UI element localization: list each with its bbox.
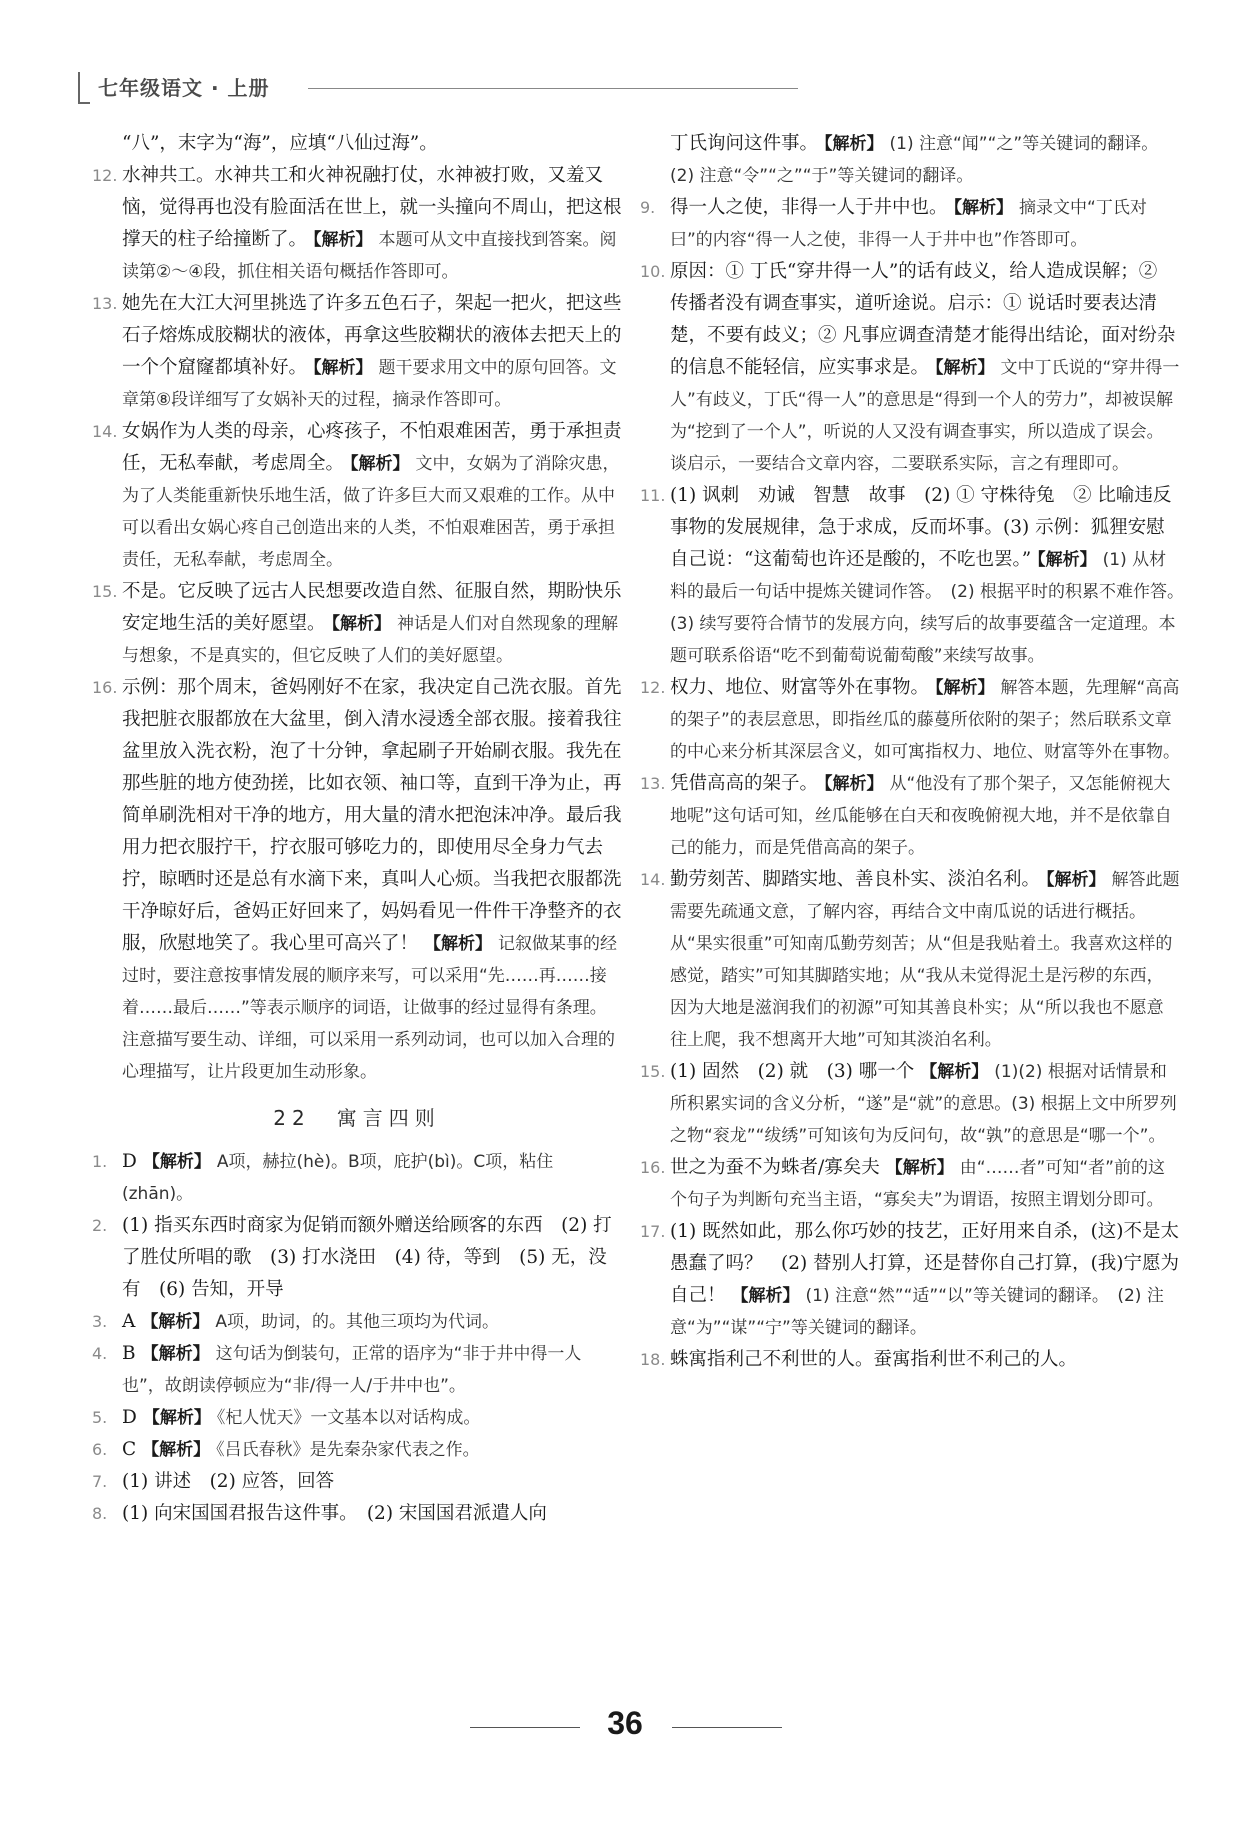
answer-item xyxy=(640,128,1180,192)
page-number: 36 xyxy=(607,1705,643,1741)
item-answer: (1) 向宋国国君报告这件事。 (2) 宋国国君派遣人向 xyxy=(122,1503,547,1524)
answer-item xyxy=(92,416,622,576)
item-explanation: 从“他没有了那个架子，又怎能俯视大地呢”这句话可知，丝瓜能够在白天和夜晚俯视大地，并不是依靠自己的能力，而是凭借高高的架子。 xyxy=(670,774,1172,858)
item-number: 13. xyxy=(640,774,666,793)
footer-right-rule xyxy=(672,1727,782,1728)
analysis-tag: 【解析】 xyxy=(424,934,493,954)
item-answer: B xyxy=(122,1343,136,1364)
item-explanation: 摘录文中“丁氏对曰”的内容“得一人之使，非得一人于井中也”作答即可。 xyxy=(670,198,1147,250)
answer-item xyxy=(640,672,1180,768)
answer-item xyxy=(640,1056,1180,1152)
item-number: 6. xyxy=(92,1440,108,1459)
answer-item xyxy=(92,1402,622,1434)
answer-item xyxy=(92,1434,622,1466)
item-answer: 权力、地位、财富等外在事物。 xyxy=(670,677,930,698)
page-footer xyxy=(0,1705,1250,1745)
answer-item xyxy=(92,672,622,1088)
item-explanation: 《吕氏春秋》是先秦杂家代表之作。 xyxy=(216,1440,480,1460)
item-number: 2. xyxy=(92,1216,108,1235)
header-title: 七年级语文 · 上册 xyxy=(98,76,270,100)
page-header xyxy=(78,72,798,104)
analysis-tag: 【解析】 xyxy=(1046,870,1106,890)
item-number: 14. xyxy=(92,422,118,441)
right-answers-group xyxy=(640,128,1193,1376)
analysis-tag: 【解析】 xyxy=(313,358,373,378)
analysis-tag: 【解析】 xyxy=(953,198,1014,218)
item-answer: (1) 讽刺 劝诫 智慧 故事 (2) ① 守株待兔 ② 比喻违反事物的发展规律，急于求成，反而坏事。(3) 示例：狐狸安慰自己说：“这葡萄也许还是酸的，不吃也罢。” xyxy=(670,485,1172,570)
answer-item xyxy=(640,480,1193,672)
answer-item xyxy=(92,1146,622,1210)
answer-item xyxy=(92,128,622,160)
answer-item xyxy=(640,1152,1180,1216)
item-answer: D xyxy=(122,1151,137,1172)
item-number: 16. xyxy=(640,1158,666,1177)
item-answer: 勤劳刻苦、脚踏实地、善良朴实、淡泊名利。 xyxy=(670,869,1041,890)
analysis-tag: 【解析】 xyxy=(141,1312,210,1332)
answer-item xyxy=(92,576,622,672)
item-number: 4. xyxy=(92,1344,108,1363)
analysis-tag: 【解析】 xyxy=(920,1062,989,1082)
item-number: 17. xyxy=(640,1222,666,1241)
item-number: 18. xyxy=(640,1350,666,1369)
item-number: 15. xyxy=(640,1062,666,1081)
item-number: 12. xyxy=(640,678,666,697)
item-answer: 示例：那个周末，爸妈刚好不在家，我决定自己洗衣服。首先我把脏衣服都放在大盆里，倒入清水浸透全部衣服。接着我往盆里放入洗衣粉，泡了十分钟，拿起刷子开始刷衣服。我先在那些脏的地方使劲搓，比如衣领、袖口等，直到干净为止，再简单刷洗相对干净的地方，用大量的清水把泡沫冲净。最后我用力把衣服拧干，拧衣服可够吃力的，即使用尽全身力气去拧，晾晒时还是总有水滴下来，真叫人心烦。当我把衣服都洗干净晾好后，爸妈正好回来了，妈妈看见一件件干净整齐的衣服，欣慰地笑了。我心里可高兴了！ xyxy=(122,677,622,954)
analysis-tag: 【解析】 xyxy=(1037,550,1097,570)
item-answer: (1) 既然如此，那么你巧妙的技艺，正好用来自杀，(这)不是太愚蠢了吗？ (2) 替别人打算，还是替你自己打算，(我)宁愿为自己！ xyxy=(670,1221,1180,1306)
item-number: 9. xyxy=(640,198,656,217)
item-number: 8. xyxy=(92,1504,108,1523)
item-number: 11. xyxy=(640,486,666,505)
item-answer: (1) 讲述 (2) 应答，回答 xyxy=(122,1471,335,1492)
analysis-tag: 【解析】 xyxy=(935,678,995,698)
analysis-tag: 【解析】 xyxy=(731,1286,800,1306)
item-answer: 她先在大江大河里挑选了许多五色石子，架起一把火，把这些石子熔炼成胶糊状的液体，再拿这些胶糊状的液体去把天上的一个个窟窿都填补好。 xyxy=(122,293,622,378)
item-explanation: 题干要求用文中的原句回答。文章第⑧段详细写了女娲补天的过程，摘录作答即可。 xyxy=(122,358,617,410)
right-column xyxy=(640,128,1193,1376)
footer-left-rule xyxy=(470,1727,580,1728)
item-explanation: 本题可从文中直接找到答案。阅读第②～④段，抓住相关语句概括作答即可。 xyxy=(122,230,617,282)
analysis-tag: 【解析】 xyxy=(141,1344,210,1364)
answer-item xyxy=(92,1306,622,1338)
item-answer: 丁氏询问这件事。 xyxy=(670,133,819,154)
answer-item xyxy=(640,1216,1180,1344)
item-explanation: (1) 从材料的最后一句话中提炼关键词作答。 (2) 根据平时的积累不难作答。 (3) 续写要符合情节的发展方向，续写后的故事要蕴含一定道理。本题可联系俗语“吃不到葡萄说葡萄酸”来续写故事。 xyxy=(670,550,1193,666)
item-explanation: (1) 注意“闻”“之”等关键词的翻译。 (2) 注意“令”“之”“于”等关键词的翻译。 xyxy=(670,134,1167,186)
item-number: 16. xyxy=(92,678,118,697)
item-explanation: 由“……者”可知“者”前的这个句子为判断句充当主语，“寡矣夫”为谓语，按照主谓划分即可。 xyxy=(670,1158,1165,1210)
item-explanation: 《杞人忧天》一文基本以对话构成。 xyxy=(216,1408,481,1428)
header-rule xyxy=(308,88,798,89)
item-number: 13. xyxy=(92,294,118,313)
answer-item xyxy=(640,192,1180,256)
answer-item xyxy=(92,288,622,416)
item-answer: 世之为蚕不为蛛者/寡矣夫 xyxy=(670,1157,880,1178)
analysis-tag: 【解析】 xyxy=(350,454,410,474)
item-explanation: 解答此题需要先疏通文意，了解内容，再结合文中南瓜说的话进行概括。从“果实很重”可知南瓜勤劳刻苦；从“但是我贴着土。我喜欢这样的感觉，踏实”可知其脚踏实地；从“我从未觉得泥土是污秽的东西，因为大地是滋润我们的初源”可知其善良朴实；从“所以我也不愿意往上爬，我不想离开大地”可知其淡泊名利。 xyxy=(670,870,1180,1050)
item-explanation: 文中，女娲为了消除灾患，为了人类能重新快乐地生活，做了许多巨大而又艰难的工作。从中可以看出女娲心疼自己创造出来的人类，不怕艰难困苦，勇于承担责任，无私奉献，考虑周全。 xyxy=(122,454,620,570)
item-explanation: 记叙做某事的经过时，要注意按事情发展的顺序来写，可以采用“先……再……接着……最后……”等表示顺序的词语，让做事的经过显得有条理。注意描写要生动、详细，可以采用一系列动词，也可以加入合理的心理描写，让片段更加生动形象。 xyxy=(122,934,618,1082)
item-number: 10. xyxy=(640,262,666,281)
item-number: 14. xyxy=(640,870,666,889)
section-title: 22 寓言四则 xyxy=(273,1106,441,1130)
item-answer: A xyxy=(122,1311,136,1332)
item-answer: D xyxy=(122,1407,137,1428)
left-answers-group-2 xyxy=(92,1146,622,1530)
analysis-tag: 【解析】 xyxy=(935,358,995,378)
analysis-tag: 【解析】 xyxy=(142,1408,211,1428)
item-explanation: A项，赫拉(hè)。B项，庇护(bì)。C项，粘住(zhān)。 xyxy=(122,1152,554,1204)
analysis-tag: 【解析】 xyxy=(885,1158,954,1178)
item-answer: (1) 指买东西时商家为促销而额外赠送给顾客的东西 (2) 打了胜仗所唱的歌 (3) 打水浇田 (4) 待，等到 (5) 无，没有 (6) 告知，开导 xyxy=(122,1215,612,1300)
item-number: 7. xyxy=(92,1472,108,1491)
item-explanation: (1) 注意“然”“适”“以”等关键词的翻译。 (2) 注意“为”“谋”“宁”等关键词的翻译。 xyxy=(670,1286,1164,1338)
item-answer: 不是。它反映了远古人民想要改造自然、征服自然，期盼快乐安定地生活的美好愿望。 xyxy=(122,581,622,634)
item-number: 1. xyxy=(92,1152,108,1171)
item-answer: C xyxy=(122,1439,137,1460)
answer-item xyxy=(92,1338,622,1402)
item-number: 12. xyxy=(92,166,118,185)
left-column xyxy=(92,128,622,1530)
header-bracket xyxy=(78,72,90,104)
item-answer: 女娲作为人类的母亲，心疼孩子，不怕艰难困苦，勇于承担责任，无私奉献，考虑周全。 xyxy=(122,421,622,474)
analysis-tag: 【解析】 xyxy=(331,614,392,634)
item-explanation: 解答本题，先理解“高高的架子”的表层意思，即指丝瓜的藤蔓所依附的架子；然后联系文章的中心来分析其深层含义，如可寓指权力、地位、财富等外在事物。 xyxy=(670,678,1180,762)
item-answer: (1) 固然 (2) 就 (3) 哪一个 xyxy=(670,1061,915,1082)
left-answers-group-1 xyxy=(92,128,622,1088)
analysis-tag: 【解析】 xyxy=(142,1152,211,1172)
item-explanation: A项，助词，的。其他三项均为代词。 xyxy=(215,1312,500,1332)
answer-item xyxy=(640,256,1180,480)
item-explanation: 这句话为倒装句，正常的语序为“非于井中得一人也”，故朗读停顿应为“非/得一人/于井中也”。 xyxy=(122,1344,582,1396)
answer-item xyxy=(92,1466,622,1498)
item-answer: 水神共工。水神共工和火神祝融打仗，水神被打败，又羞又恼，觉得再也没有脸面活在世上，就一头撞向不周山，把这根撑天的柱子给撞断了。 xyxy=(122,165,622,250)
analysis-tag: 【解析】 xyxy=(824,774,884,794)
answer-item xyxy=(92,160,622,288)
item-number: 15. xyxy=(92,582,118,601)
item-explanation: 文中丁氏说的“穿井得一人”有歧义，丁氏“得一人”的意思是“得到一个人的劳力”，却被误解为“挖到了一个人”，听说的人又没有调查事实，所以造成了误会。谈启示，一要结合文章内容，二要联系实际，言之有理即可。 xyxy=(670,358,1180,474)
answer-item xyxy=(640,864,1180,1056)
answer-item xyxy=(640,768,1180,864)
item-explanation: 神话是人们对自然现象的理解与想象，不是真实的，但它反映了人们的美好愿望。 xyxy=(122,614,619,666)
analysis-tag: 【解析】 xyxy=(313,230,373,250)
item-explanation: (1)(2) 根据对话情景和所积累实词的含义分析，“遂”是“就”的意思。(3) 根据上文中所罗列之物“衮龙”“绂绣”可知该句为反问句，故“孰”的意思是“哪一个”。 xyxy=(670,1062,1177,1146)
item-answer: 原因：① 丁氏“穿井得一人”的话有歧义，给人造成误解；② 传播者没有调查事实，道听途说。启示：① 说话时要表达清楚，不要有歧义；② 凡事应调查清楚才能得出结论，面对纷杂的信息不能轻信，应实事求是。 xyxy=(670,261,1176,378)
answer-item xyxy=(92,1210,622,1306)
item-number: 3. xyxy=(92,1312,108,1331)
analysis-tag: 【解析】 xyxy=(142,1440,211,1460)
answer-item xyxy=(640,1344,1180,1376)
item-answer: 凭借高高的架子。 xyxy=(670,773,819,794)
answer-item xyxy=(92,1498,622,1530)
analysis-tag: 【解析】 xyxy=(824,134,884,154)
item-answer: “八”，末字为“海”，应填“八仙过海”。 xyxy=(122,133,438,154)
item-answer: 蛛寓指利己不利世的人。蚕寓指利世不利己的人。 xyxy=(670,1349,1078,1370)
item-number: 5. xyxy=(92,1408,108,1427)
item-answer: 得一人之使，非得一人于井中也。 xyxy=(670,197,948,218)
